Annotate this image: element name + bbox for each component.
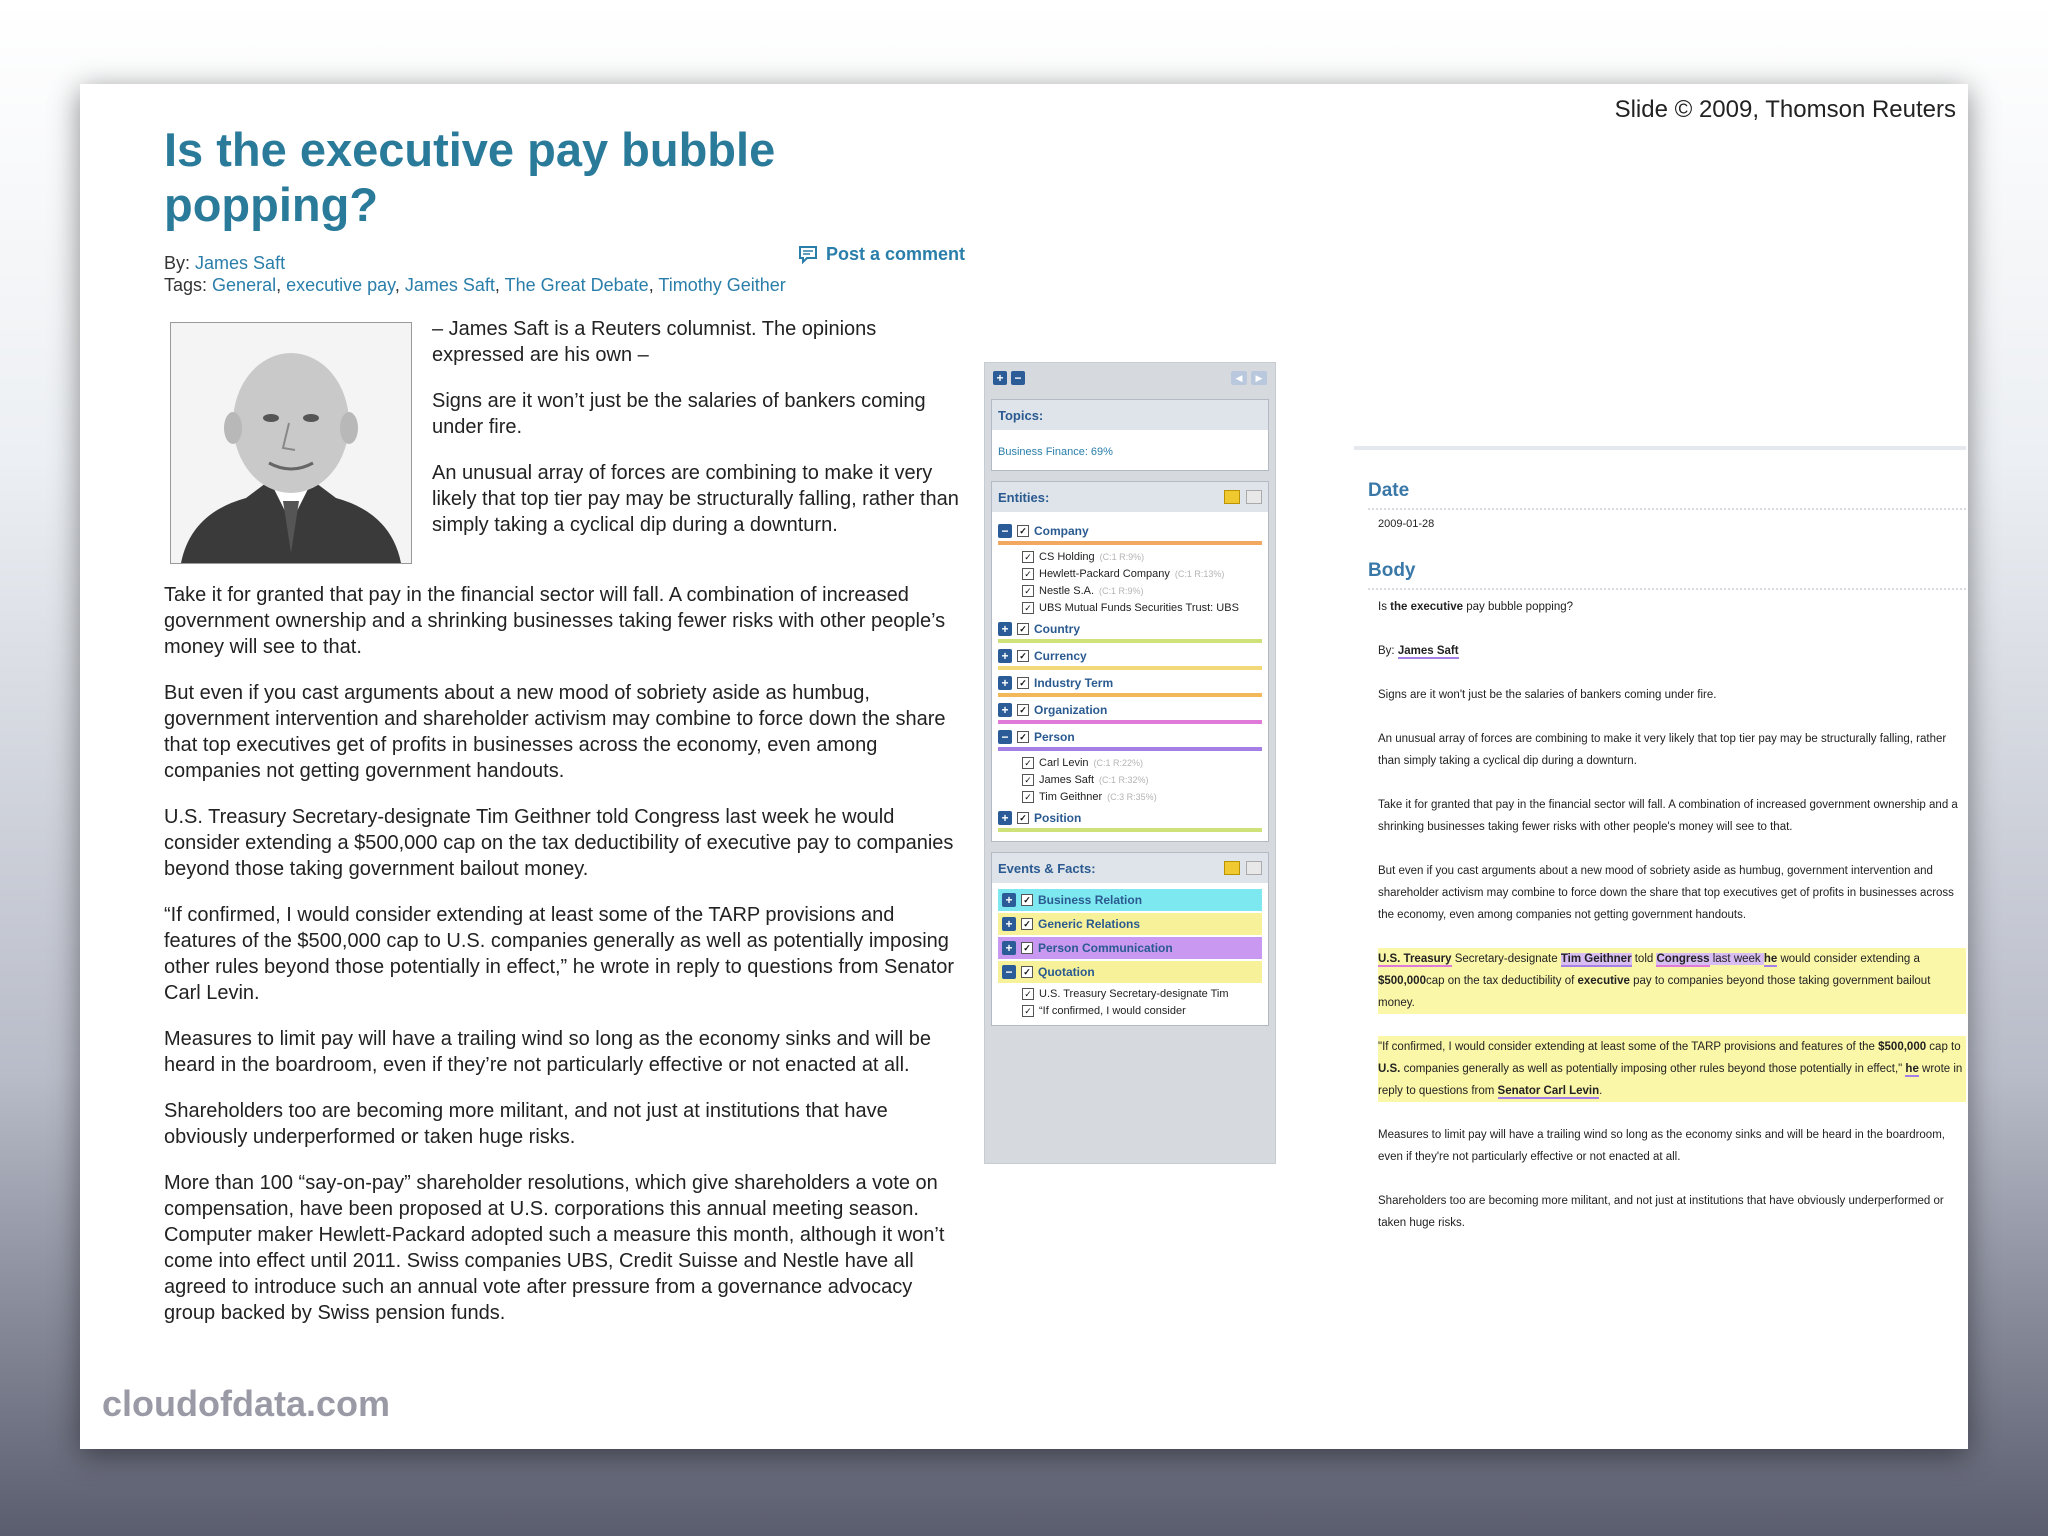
checkbox[interactable]: ✓ [1021, 894, 1033, 906]
event-quotation[interactable]: − ✓ Quotation [998, 961, 1262, 983]
highlight-tool-icon[interactable] [1224, 490, 1240, 504]
events-label: Events & Facts: [998, 860, 1096, 876]
post-comment-label: Post a comment [826, 244, 966, 264]
tag-link[interactable]: Timothy Geither [658, 275, 786, 295]
entity-mention[interactable]: the executive [1390, 601, 1464, 613]
checkbox[interactable]: ✓ [1022, 568, 1034, 580]
tag-link[interactable]: General [212, 275, 277, 295]
checkbox[interactable]: ✓ [1017, 812, 1029, 824]
author-photo [170, 322, 412, 564]
article-paragraph: More than 100 “say-on-pay” shareholder resolutions, which give shareholders a vote on compensation, have been proposed at U.S. corporations this annual meeting season. Computer maker Hewlett-Packard adopted such a measure this month, although it won’t come into effect until 2011. Swiss companies UBS, Credit Suisse and Nestle have all agreed to introduce such an annual vote after pressure from a governance advocacy group backed by Swiss pension funds. [164, 1172, 945, 1324]
tags-label: Tags: [164, 275, 208, 295]
checkbox[interactable]: ✓ [1021, 918, 1033, 930]
article-paragraph: Measures to limit pay will have a trailing wind so long as the economy sinks and will be heard in the boardroom, even if they’re not particularly effective or not enacted at all. [164, 1028, 932, 1076]
byline: By: James Saft Tags: General, executive pay, James Saft, The Great Debate, Timothy Geither [164, 253, 786, 295]
article-paragraph: – James Saft is a Reuters columnist. The opinions expressed are his own – [432, 318, 877, 366]
checkbox[interactable]: ✓ [1022, 757, 1034, 769]
checkbox[interactable]: ✓ [1022, 791, 1034, 803]
annotated-document [1354, 446, 1966, 1240]
doc-paragraph: Signs are it won't just be the salaries of bankers coming under fire. [1378, 689, 1717, 701]
entity-mention[interactable]: U.S. [1378, 1063, 1401, 1075]
slide [80, 84, 1968, 1449]
date-value: 2009-01-28 [1378, 518, 1435, 530]
category-underline [998, 828, 1262, 832]
entity-item[interactable]: ✓ UBS Mutual Funds Securities Trust: UBS [1022, 599, 1262, 616]
article-paragraph: But even if you cast arguments about a new mood of sobriety aside as humbug, government intervention and shareholder activism may combine to force down the share that top executives get of profits in businesses across the economy, even among companies not getting government handouts. [164, 682, 946, 782]
watermark: cloudofdata.com [102, 1383, 391, 1424]
doc-paragraph-highlighted: "If confirmed, I would consider extending at least some of the TARP provisions and features of the $500,000 cap to U.S. companies generally as well as potentially imposing other rules beyond those potentially in effect," he wrote in reply to questions from Senator Carl Levin. [1378, 1036, 1966, 1102]
topics-box [991, 399, 1269, 471]
doc-paragraph: An unusual array of forces are combining to make it very likely that top tier pay may be structurally falling, rather than simply taking a cyclical dip during a downturn. [1378, 733, 1947, 767]
checkbox[interactable]: ✓ [1017, 731, 1029, 743]
article-intro [432, 316, 962, 558]
article-paragraph: Shareholders too are becoming more militant, and not just at institutions that have obviously underperformed or taken huge risks. [164, 1100, 888, 1148]
category-underline [998, 666, 1262, 670]
entity-item[interactable]: ✓ James Saft (C:1 R:32%) [1022, 771, 1262, 788]
article-paragraph: Signs are it won’t just be the salaries of bankers coming under fire. [432, 390, 926, 438]
article-body [164, 582, 964, 1346]
event-item[interactable]: ✓ U.S. Treasury Secretary-designate Tim [1022, 985, 1262, 1002]
doc-paragraph: Shareholders too are becoming more militant, and not just at institutions that have obviously underperformed or taken huge risks. [1378, 1195, 1944, 1229]
tag-link[interactable]: The Great Debate [504, 275, 649, 295]
expand-icon[interactable]: + [998, 649, 1012, 663]
clear-tool-icon[interactable] [1246, 861, 1262, 875]
expand-icon[interactable]: + [998, 703, 1012, 717]
checkbox[interactable]: ✓ [1017, 525, 1029, 537]
event-business-relation[interactable]: + ✓ Business Relation [998, 889, 1262, 911]
checkbox[interactable]: ✓ [1017, 704, 1029, 716]
tag-link[interactable]: James Saft [404, 275, 495, 295]
article-paragraph: U.S. Treasury Secretary-designate Tim Geithner told Congress last week he would consider extending a $500,000 cap on the tax deductibility of executive pay to companies beyond those taking government bailout money. [164, 806, 954, 880]
checkbox[interactable]: ✓ [1021, 942, 1033, 954]
article-paragraph: An unusual array of forces are combining to make it very likely that top tier pay may be structurally falling, rather than simply taking a cyclical dip during a downturn. [432, 462, 959, 536]
entity-mention[interactable]: Tim Geithner [1560, 953, 1632, 965]
checkbox[interactable]: ✓ [1017, 623, 1029, 635]
topic-link[interactable]: Business Finance: 69% [998, 446, 1113, 458]
expand-icon[interactable]: + [1002, 941, 1016, 955]
event-person-communication[interactable]: + ✓ Person Communication [998, 937, 1262, 959]
checkbox[interactable]: ✓ [1022, 602, 1034, 614]
topics-label: Topics: [998, 407, 1044, 423]
panel-toolbar [985, 363, 1275, 393]
category-underline [998, 720, 1262, 724]
entity-mention[interactable]: Congress [1656, 953, 1710, 965]
doc-paragraph: Take it for granted that pay in the financial sector will fall. A combination of increased government ownership and a shrinking businesses taking fewer risks with other people's money will see to that. [1378, 799, 1958, 833]
entity-mention[interactable]: $500,000 [1878, 1041, 1927, 1053]
entity-item[interactable]: ✓ Nestle S.A. (C:1 R:9%) [1022, 582, 1262, 599]
checkbox[interactable]: ✓ [1022, 585, 1034, 597]
expand-icon[interactable]: + [998, 622, 1012, 636]
entity-category-industry[interactable]: + ✓ Industry Term [998, 673, 1262, 692]
category-underline [998, 693, 1262, 697]
entity-item[interactable]: ✓ Carl Levin (C:1 R:22%) [1022, 754, 1262, 771]
entity-mention[interactable]: he [1905, 1063, 1919, 1075]
by-label: By: [164, 253, 191, 273]
category-underline [998, 541, 1262, 545]
entity-category-company[interactable]: − ✓ Company [998, 521, 1262, 540]
copyright-text: Slide © 2009, Thomson Reuters [1614, 96, 1956, 123]
doc-line: By: James Saft [1378, 645, 1459, 657]
doc-paragraph-highlighted: U.S. Treasury Secretary-designate Tim Geithner told Congress last week he would consider extending a $500,000cap on the tax deductibility of executive pay to companies beyond those taking government bailout money. [1378, 948, 1966, 1014]
entity-category-currency[interactable]: + ✓ Currency [998, 646, 1262, 665]
checkbox[interactable]: ✓ [1022, 1005, 1034, 1017]
article-paragraph: “If confirmed, I would consider extending at least some of the TARP provisions and features of the $500,000 cap to U.S. companies generally as well as potentially imposing other rules beyond those potentially in effect,” he wrote in reply to questions from Senator Carl Levin. [164, 904, 955, 1004]
post-comment-button[interactable] [798, 244, 965, 265]
semantic-panel [984, 362, 1276, 1164]
article-title: Is the executive pay bubble popping? [164, 123, 776, 231]
entities-label: Entities: [998, 489, 1050, 505]
checkbox[interactable]: ✓ [1022, 774, 1034, 786]
event-generic-relations[interactable]: + ✓ Generic Relations [998, 913, 1262, 935]
collapse-icon[interactable]: − [998, 730, 1012, 744]
category-underline [998, 747, 1262, 751]
entity-mention[interactable]: James Saft [1397, 645, 1459, 657]
entity-item[interactable]: ✓ CS Holding (C:1 R:9%) [1022, 548, 1262, 565]
entities-box [991, 481, 1269, 842]
event-item[interactable]: ✓ “If confirmed, I would consider [1022, 1002, 1262, 1019]
document-body [1354, 590, 1966, 1234]
entity-category-organization[interactable]: + ✓ Organization [998, 700, 1262, 719]
prev-icon[interactable]: ◀ [1231, 371, 1247, 385]
tag-link[interactable]: executive pay [286, 275, 395, 295]
checkbox[interactable]: ✓ [1022, 551, 1034, 563]
category-underline [998, 639, 1262, 643]
author-link[interactable]: James Saft [195, 253, 286, 273]
highlight-tool-icon[interactable] [1224, 861, 1240, 875]
entity-mention[interactable]: he [1763, 953, 1778, 965]
entity-item[interactable]: ✓ Tim Geithner (C:3 R:35%) [1022, 788, 1262, 805]
collapse-icon[interactable]: − [998, 524, 1012, 538]
collapse-icon[interactable]: − [1002, 965, 1016, 979]
expand-icon[interactable]: + [998, 811, 1012, 825]
expand-all-icon[interactable]: + [993, 371, 1007, 385]
checkbox[interactable]: ✓ [1017, 650, 1029, 662]
expand-icon[interactable]: + [1002, 917, 1016, 931]
doc-paragraph: Measures to limit pay will have a trailing wind so long as the economy sinks and will be heard in the boardroom, even if they're not particularly effective or not enacted at all. [1378, 1129, 1945, 1163]
events-box [991, 852, 1269, 1026]
expand-icon[interactable]: + [1002, 893, 1016, 907]
doc-line: Is the executive pay bubble popping? [1378, 601, 1574, 613]
entity-category-country[interactable]: + ✓ Country [998, 619, 1262, 638]
collapse-all-icon[interactable]: − [1011, 371, 1025, 385]
checkbox[interactable]: ✓ [1021, 966, 1033, 978]
entity-mention[interactable]: U.S. Treasury [1378, 953, 1452, 965]
expand-icon[interactable]: + [998, 676, 1012, 690]
entity-mention[interactable]: Senator Carl Levin [1497, 1085, 1600, 1097]
article-paragraph: Take it for granted that pay in the financial sector will fall. A combination of increased government ownership and a shrinking businesses taking fewer risks with other people’s money will see to that. [164, 584, 946, 658]
entity-mention[interactable]: executive [1577, 975, 1630, 987]
comment-icon [798, 245, 818, 265]
clear-tool-icon[interactable] [1246, 490, 1262, 504]
entity-mention[interactable]: $500,000 [1378, 975, 1426, 987]
entity-category-person[interactable]: − ✓ Person [998, 727, 1262, 746]
body-heading: Body [1368, 560, 1966, 590]
entity-category-position[interactable]: + ✓ Position [998, 808, 1262, 827]
next-icon[interactable]: ▶ [1251, 371, 1267, 385]
checkbox[interactable]: ✓ [1017, 677, 1029, 689]
checkbox[interactable]: ✓ [1022, 988, 1034, 1000]
entity-item[interactable]: ✓ Hewlett-Packard Company (C:1 R:13%) [1022, 565, 1262, 582]
doc-paragraph: But even if you cast arguments about a new mood of sobriety aside as humbug, government intervention and shareholder activism may combine to force down the share that top executives get of profits in businesses across the economy, even among companies not getting government handouts. [1378, 865, 1954, 921]
date-heading: Date [1368, 480, 1966, 510]
